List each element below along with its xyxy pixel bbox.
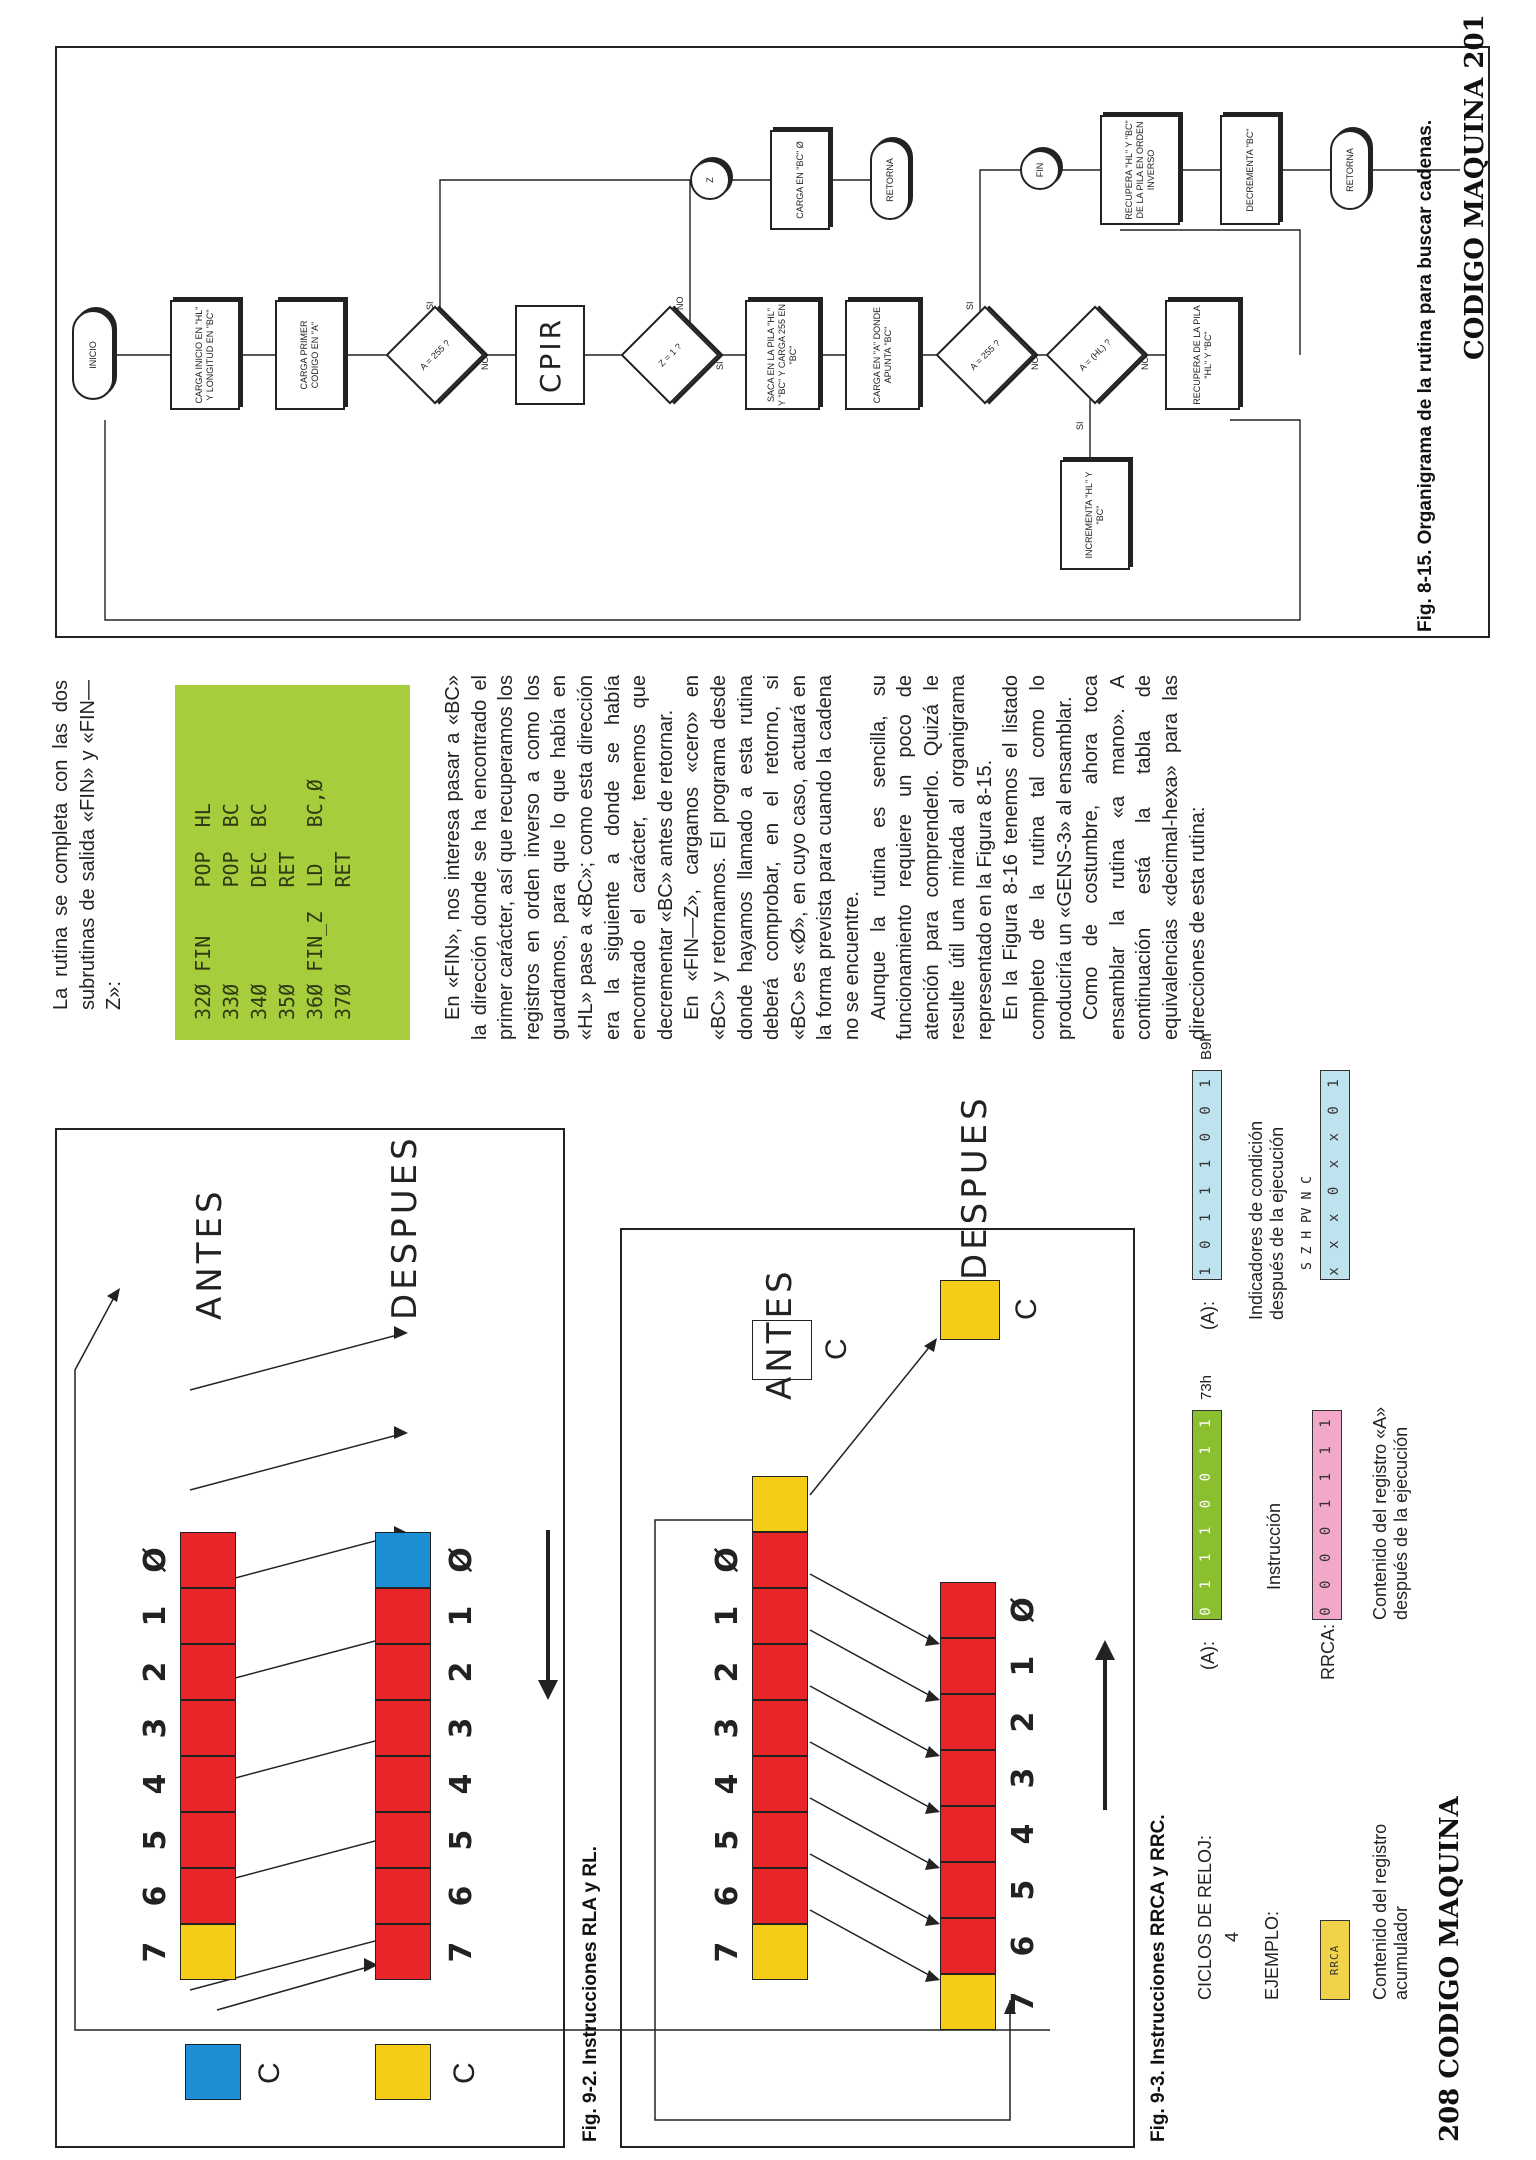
fig93-top-bit5: 5 xyxy=(710,1829,745,1851)
acc-after-label: (A): xyxy=(1198,1301,1218,1330)
fc-retorna-1: RETORNA xyxy=(870,140,910,220)
instr-register: 0 0 0 0 1 1 1 1 xyxy=(1312,1410,1342,1620)
fc-a255b: A = 255 ? xyxy=(936,306,1035,405)
left-folio: 208 CODIGO MAQUINA xyxy=(1435,1796,1465,2142)
fc-carga-hl: CARGA INICIO EN "HL" Y LONGITUD EN "BC" xyxy=(170,300,240,410)
fig93-carry-label-after: C xyxy=(1010,1298,1043,1320)
fig92-top-bit5: 5 xyxy=(138,1829,173,1851)
fig92-before-label: ANTES xyxy=(190,1187,230,1320)
fig92-bot-bit5: 5 xyxy=(444,1829,479,1851)
fig93-caption: Fig. 9-3. Instrucciones RRCA y RRC. xyxy=(1148,1814,1169,2142)
fc-saca-pila: SACA EN LA PILA "HL" Y "BC" Y CARGA 255 EN "BC" xyxy=(745,300,820,410)
fig93-bot-bit1: 1 xyxy=(1006,1655,1041,1677)
flags-caption: Indicadores de condición después de la ejecución xyxy=(1246,1120,1287,1320)
fc-inicio: INICIO xyxy=(72,310,114,400)
fig92-carry-label-before: C xyxy=(253,2062,286,2084)
fc-fin-connector: FIN xyxy=(1020,150,1060,190)
fig93-top-bit7: 7 xyxy=(710,1941,745,1963)
fig92-carry-label-after: C xyxy=(448,2062,481,2084)
clock-cycles-label: CICLOS DE RELOJ: xyxy=(1195,1834,1215,2000)
fig93-bot-bit6: 6 xyxy=(1006,1935,1041,1957)
fig92-bot-bit1: 1 xyxy=(444,1605,479,1627)
example-label: EJEMPLO: xyxy=(1262,1910,1282,2000)
fig92-caption: Fig. 9-2. Instrucciones RLA y RL. xyxy=(580,1846,601,2142)
fc-cpir: CPIR xyxy=(515,305,585,405)
fig92-after-label: DESPUES xyxy=(385,1134,425,1320)
code-line-2: 33Ø POP BC xyxy=(219,803,243,1020)
fc-incrementa: INCREMENTA "HL" Y "BC" xyxy=(1060,460,1130,570)
fig93-top-bit3: 3 xyxy=(710,1717,745,1739)
fig92-bot-bit6: 6 xyxy=(444,1885,479,1907)
fig93-top-bit2: 2 xyxy=(710,1661,745,1683)
fig92-top-bit0: Ø xyxy=(138,1547,173,1573)
intro-text: La rutina se completa con las dos subrutinas de salida «FIN» y «FIN—Z»: xyxy=(50,680,126,1010)
paragraph-4: En la Figura 8-16 tenemos el listado completo de la rutina tal como lo produciría un «GENS-3» al ensamblar. xyxy=(1000,675,1076,1040)
right-folio: CODIGO MAQUINA 201 xyxy=(1460,14,1490,360)
fc-recupera-inverso: RECUPERA "HL" Y "BC" DE LA PILA EN ORDEN INVERSO xyxy=(1100,115,1180,225)
fc-label-si-4: SI xyxy=(1075,421,1085,430)
legend-acc-swatch: RRCA xyxy=(1320,1920,1350,2000)
fig93-carry-label-before: C xyxy=(820,1338,853,1360)
fig92-top-bit7: 7 xyxy=(138,1941,173,1963)
code-line-6: 37Ø RET xyxy=(331,851,355,1020)
fig92-top-bit2: 2 xyxy=(138,1661,173,1683)
fig93-bot-bit2: 2 xyxy=(1006,1711,1041,1733)
paragraph-5: Como de costumbre, ahora toca ensamblar la rutina «a mano». A continuación está la tabla de equivalencias «decimal-hexa» para las direcciones de esta rutina: xyxy=(1080,675,1209,1040)
code-line-3: 34Ø DEC BC xyxy=(247,803,271,1020)
fig93-before-label: ANTES xyxy=(760,1267,800,1400)
fc-label-no-1: NO xyxy=(480,356,490,370)
instruction-caption: Instrucción xyxy=(1264,1502,1284,1590)
fc-carga-bc0: CARGA EN "BC" Ø xyxy=(770,130,830,230)
fig92-top-bit3: 3 xyxy=(138,1717,173,1739)
fc-carga-primer: CARGA PRIMER CODIGO EN "A" xyxy=(275,300,345,410)
fig92-top-bit1: 1 xyxy=(138,1605,173,1627)
fig92-bot-bit4: 4 xyxy=(444,1773,479,1795)
fig92-bot-bit3: 3 xyxy=(444,1717,479,1739)
code-line-5: 36Ø FIN_Z LD BC,Ø xyxy=(303,779,327,1020)
fc-label-no-4: NO xyxy=(1140,356,1150,370)
fc-label-si-1: SI xyxy=(425,301,435,310)
paragraph-1: En «FIN», nos interesa pasar a «BC» la dirección donde se ha encontrado el primer carácter, así que recuperamos los registros en orden inverso a como los guardamos, para que lo que había en «HL» pase a «BC»; como esta dirección era la siguiente a donde se había encontrado el carácter, tenemos que decrementar «BC» antes de retornar. xyxy=(442,675,677,1040)
instr-label: RRCA: xyxy=(1318,1623,1338,1680)
fig93-top-bit1: 1 xyxy=(710,1605,745,1627)
fig92-top-bit4: 4 xyxy=(138,1773,173,1795)
flowchart-caption: Fig. 8-15. Organigrama de la rutina para buscar cadenas. xyxy=(1415,119,1436,632)
fig92-top-bit6: 6 xyxy=(138,1885,173,1907)
clock-cycles-value: 4 xyxy=(1222,1931,1242,1942)
code-line-1: 32Ø FIN POP HL xyxy=(191,803,215,1020)
fig93-top-bit0: Ø xyxy=(710,1547,745,1573)
fig93-bot-bit5: 5 xyxy=(1006,1879,1041,1901)
fc-label-si-3: SI xyxy=(965,301,975,310)
legend-acc-text: Contenido del registro acumulador xyxy=(1370,1823,1411,2000)
acc-after-register: 1 0 1 1 1 0 0 1 xyxy=(1192,1070,1222,1280)
fc-recupera: RECUPERA DE LA PILA "HL" Y "BC" xyxy=(1165,300,1240,410)
fc-decrementa: DECREMENTA "BC" xyxy=(1220,115,1280,225)
fig93-bot-bit4: 4 xyxy=(1006,1823,1041,1845)
acc-after-hex: B9h xyxy=(1198,1033,1215,1060)
fig92-bot-bit0: Ø xyxy=(444,1547,479,1573)
fc-label-si-2: SI xyxy=(715,361,725,370)
legend-after-text: Contenido del registro «A» después de la ejecución xyxy=(1370,1406,1411,1620)
flags-register: x x x 0 x x 0 1 xyxy=(1320,1070,1350,1280)
fc-z1: Z = 1 ? xyxy=(621,306,720,405)
fig92-bot-bit2: 2 xyxy=(444,1661,479,1683)
acc-before-register: 0 1 1 1 0 0 1 1 xyxy=(1192,1410,1222,1620)
fig93-top-bit4: 4 xyxy=(710,1773,745,1795)
flags-header: S Z H PV N C xyxy=(1300,1176,1315,1270)
fig93-bot-bit3: 3 xyxy=(1006,1767,1041,1789)
fig93-after-label: DESPUES xyxy=(955,1094,995,1280)
fig92-bot-bit7: 7 xyxy=(444,1941,479,1963)
code-line-4: 35Ø RET xyxy=(275,851,299,1020)
acc-before-hex: 73h xyxy=(1198,1374,1215,1400)
fc-z-connector: Z xyxy=(690,160,730,200)
paragraph-3: Aunque la rutina es sencilla, su funcionamiento requiere un poco de atención para comprenderlo. Quizá le resulte útil una mirada al organigrama representado en la Figura 8-15. xyxy=(867,675,996,1040)
fc-carga-a: CARGA EN "A" DONDE APUNTA "BC" xyxy=(845,300,920,410)
fc-label-no-2: NO xyxy=(675,296,685,310)
fc-a255: A = 255 ? xyxy=(386,306,485,405)
paragraph-2: En «FIN—Z», cargamos «cero» en «BC» y retornamos. El programa desde donde hayamos llamado a esta rutina deberá comprobar, en el retorno, si «BC» es «Ø», en cuyo caso, actuará en la forma prevista para cuando la cadena no se encuentre. xyxy=(681,675,863,1040)
fc-retorna-2: RETORNA xyxy=(1330,130,1370,210)
fig93-bot-bit0: Ø xyxy=(1006,1597,1041,1623)
acc-before-label: (A): xyxy=(1198,1641,1218,1670)
fc-a-hl: A = (HL) ? xyxy=(1046,306,1145,405)
fc-label-no-3: NO xyxy=(1030,356,1040,370)
fig93-top-bit6: 6 xyxy=(710,1885,745,1907)
fig93-bot-bit7: 7 xyxy=(1006,1991,1041,2013)
